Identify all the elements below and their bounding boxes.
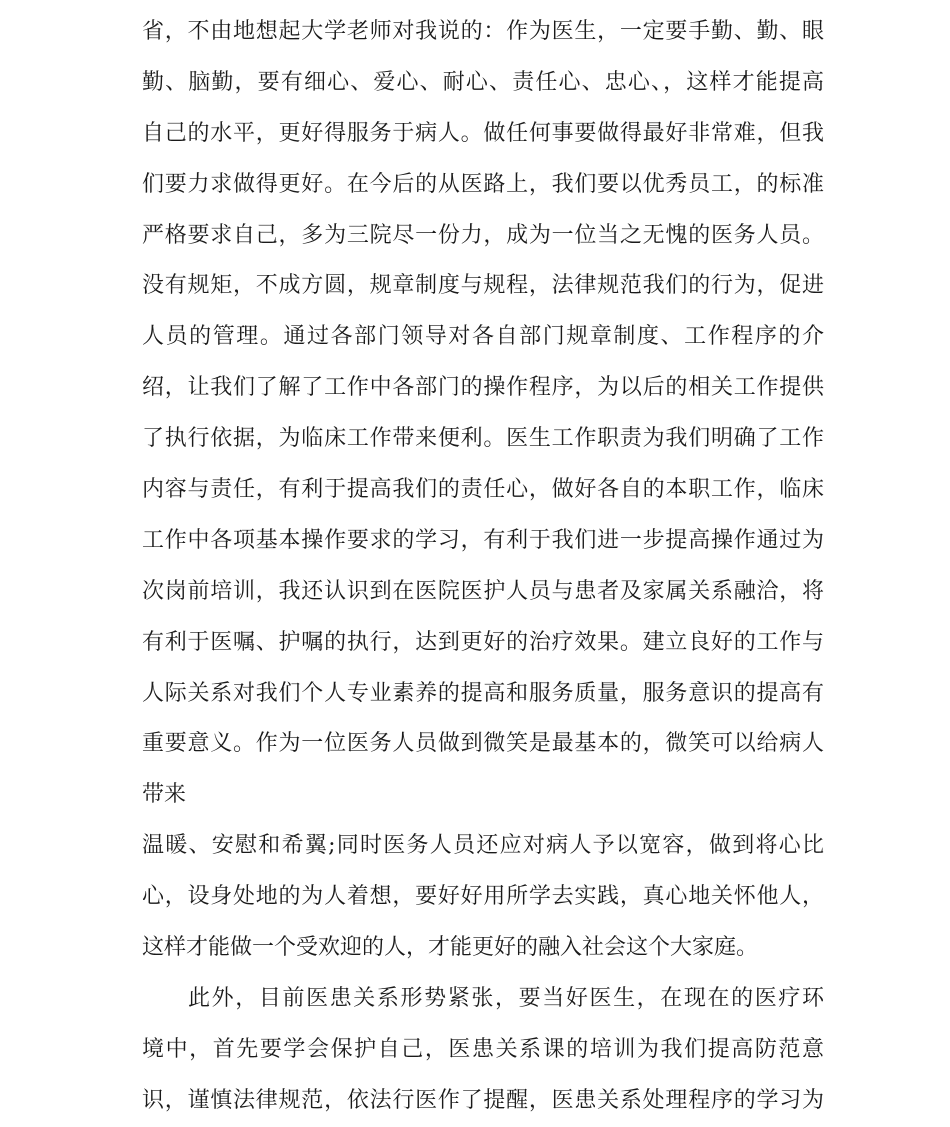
text-line: 温暖、安慰和希翼;同时医务人员还应对病人予以宽容，做到将心比: [142, 833, 824, 859]
text-line: 重要意义。作为一位医务人员做到微笑是最基本的，微笑可以给病人: [142, 731, 824, 757]
text-line: 此外，目前医患关系形势紧张，要当好医生，在现在的医疗环: [188, 985, 824, 1011]
text-line: 没有规矩，不成方圆，规章制度与规程，法律规范我们的行为，促进: [142, 273, 824, 299]
text-line: 自己的水平，更好得服务于病人。做任何事要做得最好非常难，但我: [142, 120, 824, 146]
text-line: 境中，首先要学会保护自己，医患关系课的培训为我们提高防范意: [142, 1036, 824, 1062]
text-line: 工作中各项基本操作要求的学习，有利于我们进一步提高操作通过为: [142, 527, 824, 553]
text-line: 人员的管理。通过各部门领导对各自部门规章制度、工作程序的介: [142, 324, 824, 350]
document-page: [142, 7, 824, 1127]
text-line: 绍，让我们了解了工作中各部门的操作程序，为以后的相关工作提供: [142, 375, 824, 401]
text-line: 内容与责任，有利于提高我们的责任心，做好各自的本职工作，临床: [142, 477, 824, 503]
text-line: 们要力求做得更好。在今后的从医路上，我们要以优秀员工，的标准: [142, 171, 824, 197]
text-line: 次岗前培训，我还认识到在医院医护人员与患者及家属关系融洽，将: [142, 578, 824, 604]
text-line: 这样才能做一个受欢迎的人，才能更好的融入社会这个大家庭。: [142, 935, 759, 961]
text-line: 识，谨慎法律规范，依法行医作了提醒，医患关系处理程序的学习为: [142, 1087, 824, 1113]
text-line: 心，设身处地的为人着想，要好好用所学去实践，真心地关怀他人，: [142, 884, 824, 910]
text-line: 有利于医嘱、护嘱的执行，达到更好的治疗效果。建立良好的工作与: [142, 629, 824, 655]
text-line: 严格要求自己，多为三院尽一份力，成为一位当之无愧的医务人员。: [142, 222, 824, 248]
text-line: 带来: [142, 782, 187, 808]
text-line: 省，不由地想起大学老师对我说的：作为医生，一定要手勤、勤、眼: [142, 19, 824, 44]
text-line: 人际关系对我们个人专业素养的提高和服务质量，服务意识的提高有: [142, 680, 824, 706]
text-line: 了执行依据，为临床工作带来便利。医生工作职责为我们明确了工作: [142, 426, 824, 452]
text-line: 勤、脑勤，要有细心、爱心、耐心、责任心、忠心、，这样才能提高: [142, 69, 824, 95]
